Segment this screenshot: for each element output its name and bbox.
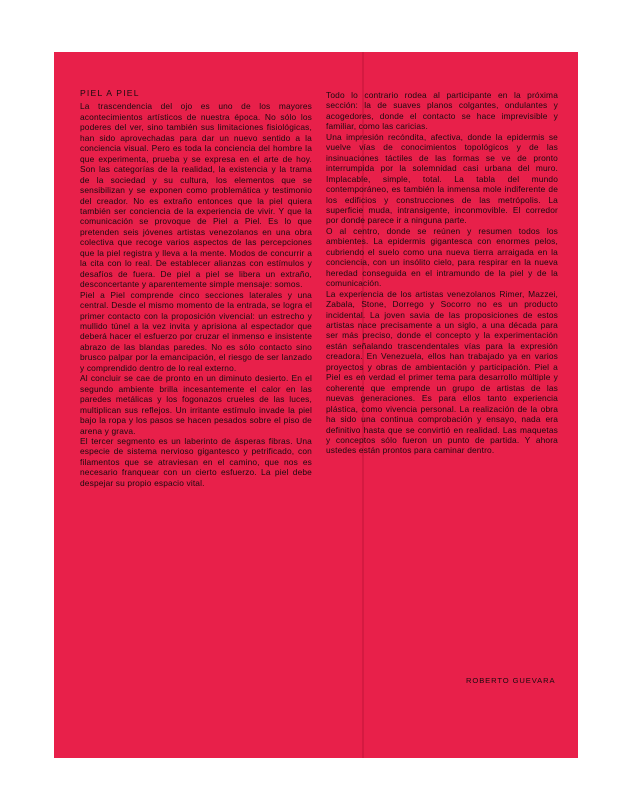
left-column bbox=[80, 88, 312, 488]
paragraph: La trascendencia del ojo es uno de los mayores acontecimientos artísticos de nuestra época. No sólo los poderes del ver, sino también sus limitaciones fisiológicas, han sido aprovechadas para dar un nuevo sentido a la conciencia visual. Pero es toda la conciencia del hombre la que experimenta, prueba y se expresa en el arte de hoy. Son las categorías de la realidad, la existencia y la trama de la sociedad y su cultura, los elementos que se sensibilizan y se exponen como problemática y testimonio del creador. No es extraño entonces que la piel quiera también ser conciencia de la experiencia de vivir. Y que la comunicación se provoque de Piel a Piel. Es lo que pretenden seis jóvenes artistas venezolanos en una obra colectiva que recoge varios aspectos de las percepciones que la piel registra y lleva a la mente. Modos de concurrir a la cita con lo real. De establecer alianzas con estímulos y desafíos de fuera. De piel a piel se libera un extraño, desconcertante y aparentemente simple mensaje: somos. bbox=[80, 101, 312, 290]
paragraph: La experiencia de los artistas venezolanos Rimer, Mazzei, Zabala, Stone, Dorrego y Socorro no es un producto incidental. La joven savia de las proposiciones de estos artistas nace precisamente a un siglo, a una década para ser más preciso, donde el concepto y la experimentación están señalando trascendentales vías para la expresión creadora. En Venezuela, ellos han trabajado ya en varios proyectos y obras de ambientación y participación. Piel a Piel es en verdad el primer tema para desarrollo múltiple y coherente que emprende un grupo de artistas de las nuevas generaciones. Es para ellos tanto experiencia plástica, como vivencia personal. La realización de la obra ha sido una continua comprobación y ensayo, nada era definitivo hasta que se convirtió en realidad. Las maquetas y conceptos sólo fueron un punto de partida. Y ahora ustedes están prontos para caminar dentro. bbox=[326, 288, 558, 456]
article-title: PIEL A PIEL bbox=[80, 88, 140, 98]
paragraph: El tercer segmento es un laberinto de ásperas fibras. Una especie de sistema nervioso gigantesco y petrificado, con filamentos que se atraviesan en el camino, que nos es necesario franquear con un cierto esfuerzo. La piel debe despejar su propio espacio vital. bbox=[80, 435, 312, 488]
right-column bbox=[326, 90, 558, 456]
author-signature: ROBERTO GUEVARA bbox=[466, 676, 556, 685]
paragraph: Al concluir se cae de pronto en un diminuto desierto. En el segundo ambiente brilla incesantemente el calor en las paredes metálicas y los fogonazos crueles de las luces, multiplican sus reflejos. Un irritante estímulo invade la piel bajo la ropa y los pasos se hacen pesados sobre el piso de arena y grava. bbox=[80, 373, 312, 436]
paragraph: Todo lo contrario rodea al participante en la próxima sección: la de suaves planos colgantes, ondulantes y acogedores, donde el contacto se hace imprevisible y familiar, como las caricias. bbox=[326, 90, 558, 132]
paragraph: O al centro, donde se reúnen y resumen todos los ambientes. La epidermis gigantesca con enormes pelos, cubriendo el suelo como una nueva tierra arraigada en la conciencia, con un insólito cielo, para respirar en la nueva heredad conseguida en el intramundo de la piel y de la comunicación. bbox=[326, 225, 558, 289]
paragraph: Piel a Piel comprende cinco secciones laterales y una central. Desde el mismo momento de la entrada, se logra el primer contacto con la proposición vivencial: un estrecho y mullido túnel a la vez invita y aprisiona al espectador que deberá hacer el esfuerzo por cruzar el inmenso e insistente abrazo de las blandas paredes. No es sólo contacto sino brusco palpar por la emancipación, el riesgo de ser lanzado y comprendido dentro de lo real externo. bbox=[80, 289, 312, 373]
paragraph: Una impresión recóndita, afectiva, donde la epidermis se vuelve vías de conocimientos topológicos y de las insinuaciones táctiles de las formas se ve de pronto interrumpida por la solemnidad casi urbana del muro. Implacable, simple, total. La tabla del mundo contemporáneo, es también la inmensa mole indiferente de los edificios y construcciones de las metrópolis. La superficie muda, intransigente, inconmovible. El corredor por donde parece ir a ninguna parte. bbox=[326, 131, 558, 226]
red-brochure-page bbox=[54, 52, 578, 758]
